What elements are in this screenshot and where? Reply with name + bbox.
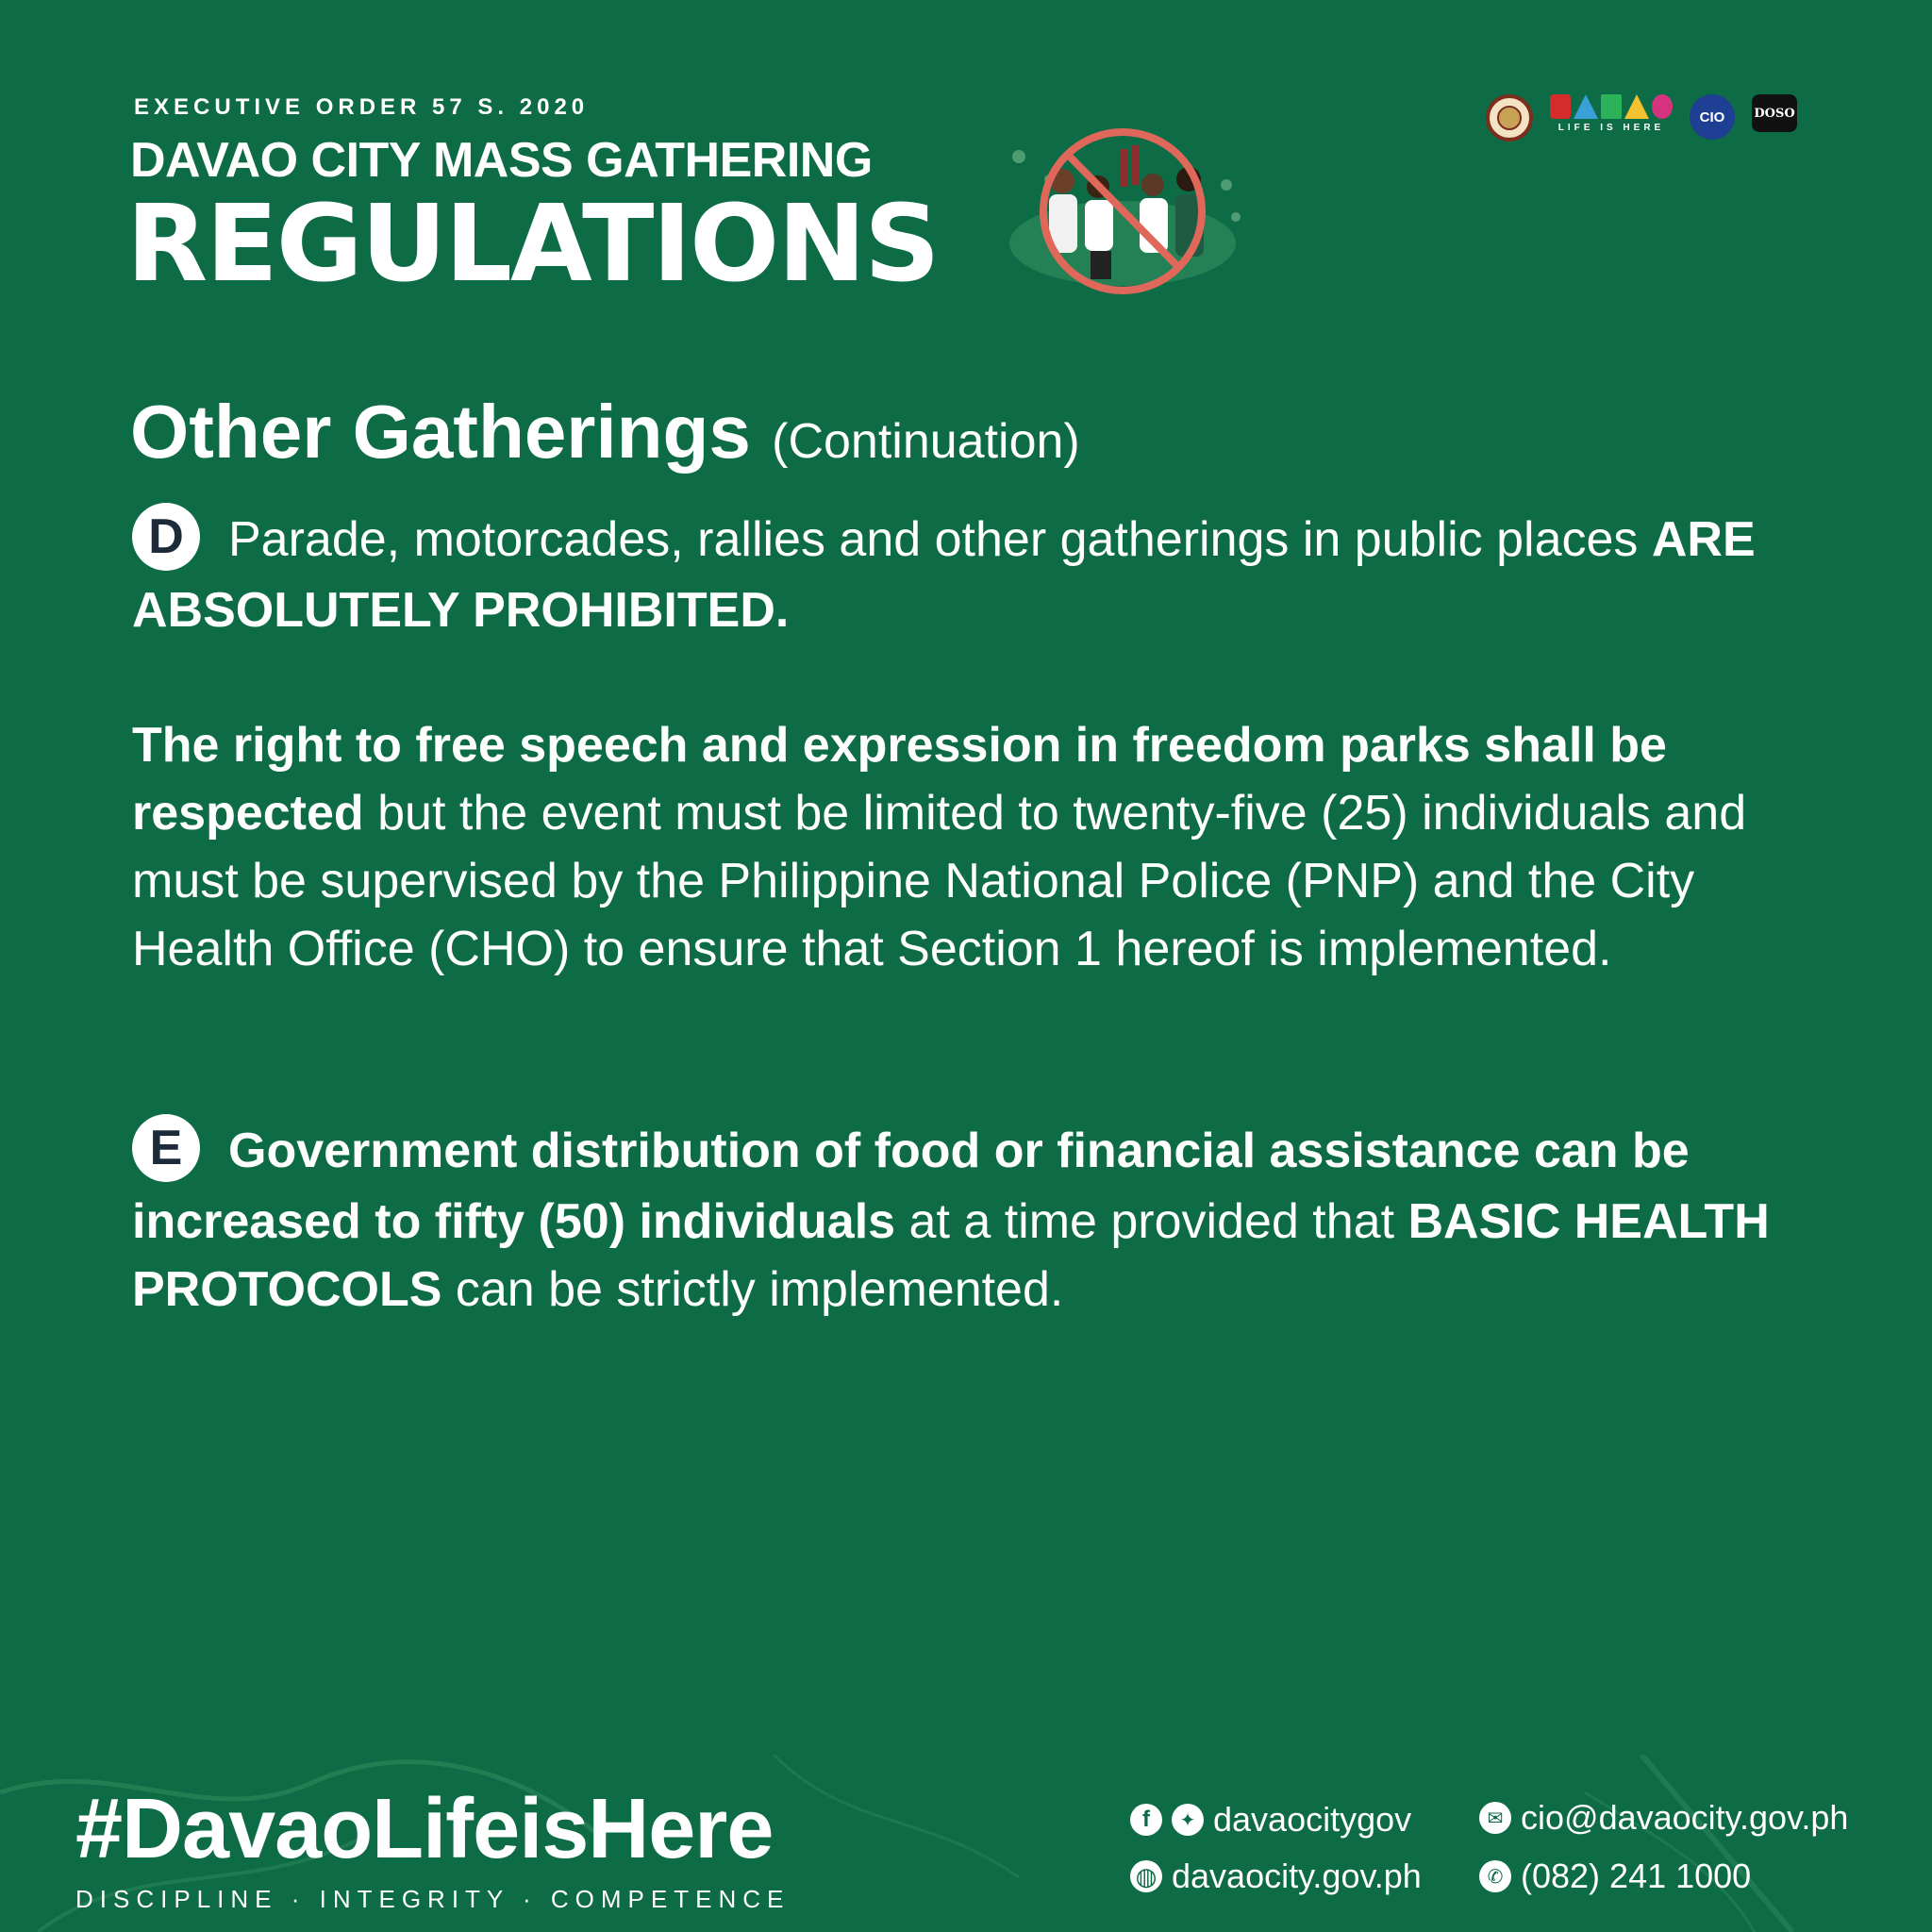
item-d	[132, 506, 1802, 644]
section-heading	[130, 389, 1080, 475]
globe-icon: ◍	[1130, 1860, 1162, 1892]
item-e-text-2: can be strictly implemented.	[441, 1262, 1064, 1318]
free-speech-emphasis: The right to free speech and expression in freedom parks shall be respected	[132, 718, 1667, 841]
phone-contact[interactable]	[1479, 1857, 1751, 1896]
executive-order-label: EXECUTIVE ORDER 57 S. 2020	[134, 94, 590, 120]
item-d-emphasis: ARE ABSOLUTELY PROHIBITED.	[132, 512, 1756, 639]
item-e-badge: E	[132, 1114, 200, 1182]
item-d-text: Parade, motorcades, rallies and other gatherings in public places	[228, 512, 1652, 567]
davao-brand-logo	[1550, 94, 1673, 133]
item-d-badge: D	[132, 503, 200, 571]
davao-tagline: LIFE IS HERE	[1557, 123, 1665, 133]
twitter-icon: ✦	[1172, 1804, 1204, 1836]
phone-number[interactable]: (082) 241 1000	[1521, 1857, 1752, 1895]
no-gathering-illustration	[1000, 111, 1255, 300]
phone-icon: ✆	[1479, 1860, 1511, 1892]
website-contact[interactable]	[1130, 1857, 1422, 1896]
city-seal-logo	[1486, 94, 1533, 142]
social-handle[interactable]: davaocitygov	[1213, 1800, 1412, 1839]
social-contact[interactable]	[1130, 1800, 1411, 1840]
title-line-1: DAVAO CITY MASS GATHERING	[130, 133, 873, 188]
partner-logos	[1486, 94, 1797, 142]
free-speech-text: but the event must be limited to twenty-five (25) individuals and must be supervised by the Philippine National Police (PNP) and the City Health Office (CHO) to ensure that Section 1 hereof is implemented.	[132, 786, 1747, 976]
item-e	[132, 1117, 1802, 1324]
free-speech-paragraph	[132, 711, 1802, 983]
facebook-icon: f	[1130, 1804, 1162, 1836]
item-e-emphasis-1: Government distribution of food or financial assistance can be increased to fifty (50) individuals	[132, 1124, 1690, 1250]
email-icon: ✉	[1479, 1802, 1511, 1834]
email-link[interactable]: cio@davaocity.gov.ph	[1521, 1798, 1849, 1837]
title-line-2: REGULATIONS	[126, 183, 939, 306]
cio-logo: CIO	[1690, 94, 1735, 140]
section-title: Other Gatherings	[130, 390, 751, 474]
dodo-logo: DOSO	[1752, 94, 1797, 132]
item-e-emphasis-2: BASIC HEALTH PROTOCOLS	[132, 1194, 1770, 1318]
website-link[interactable]: davaocity.gov.ph	[1172, 1857, 1422, 1895]
email-contact[interactable]	[1479, 1798, 1848, 1838]
tagline: DISCIPLINE · INTEGRITY · COMPETENCE	[75, 1885, 791, 1913]
item-e-text-1: at a time provided that	[895, 1194, 1408, 1250]
section-subtitle: (Continuation)	[772, 414, 1080, 469]
hashtag: #DavaoLifeisHere	[75, 1782, 774, 1876]
